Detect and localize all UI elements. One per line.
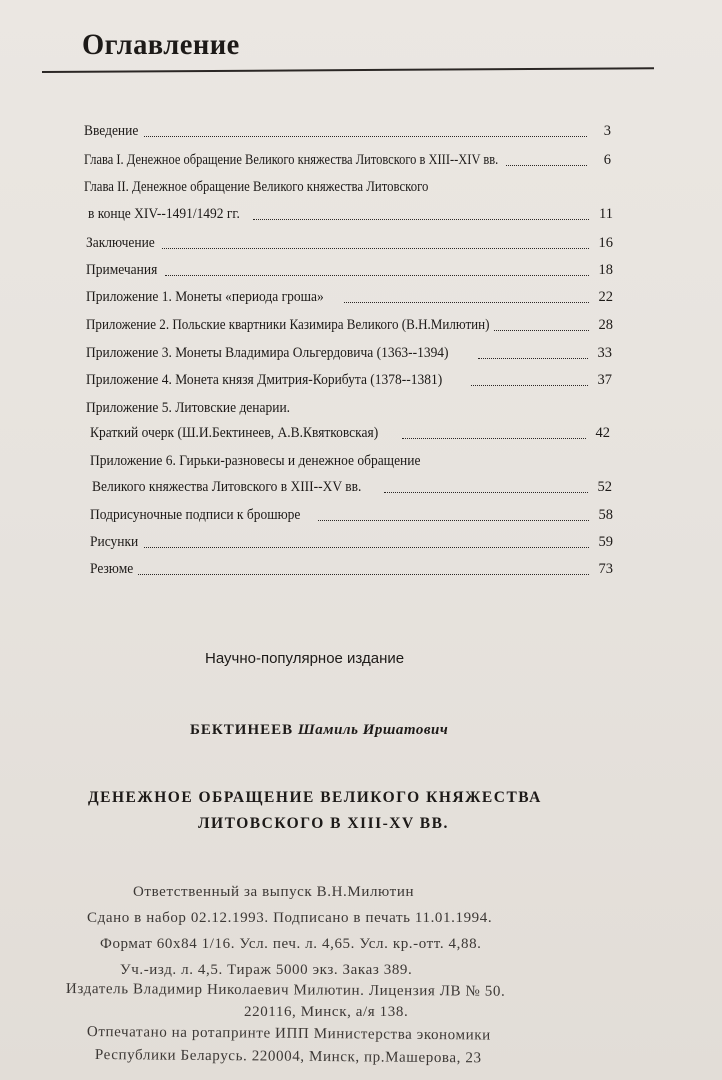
page-title: Оглавление	[82, 28, 240, 61]
colophon-line: Отпечатано на ротапринте ИПП Министерства экономики	[86, 1024, 491, 1044]
colophon-line: Формат 60х84 1/16. Усл. печ. л. 4,65. Усл. кр.-отт. 4,88.	[100, 936, 482, 952]
toc-entry	[90, 502, 613, 524]
toc-entry-text: Подрисуночные подписи к брошюре	[90, 507, 301, 523]
toc-entry	[92, 474, 612, 496]
colophon-line: Издатель Владимир Николаевич Милютин. Лицензия ЛВ № 50.	[65, 981, 506, 1000]
toc-entry-page: 37	[597, 372, 612, 388]
toc-entry-text: Примечания	[86, 262, 158, 278]
edition-type: Научно-популярное издание	[205, 650, 405, 667]
colophon-line: Ответственный за выпуск В.Н.Милютин	[133, 884, 415, 900]
toc-entry-text: Приложение 3. Монеты Владимира Ольгердовича (1363--1394)	[86, 345, 449, 361]
toc-entry-text: Введение	[84, 123, 139, 139]
toc-entry	[84, 174, 514, 196]
toc-entry-text: Приложение 5. Литовские денарии.	[86, 400, 291, 416]
toc-entry-page: 58	[598, 507, 613, 523]
toc-entry-text: Великого княжества Литовского в XIII--XV вв.	[92, 479, 362, 495]
toc-leader-dots	[384, 491, 588, 493]
book-title-line: ДЕНЕЖНОЕ ОБРАЩЕНИЕ ВЕЛИКОГО КНЯЖЕСТВА	[88, 789, 542, 806]
author-given-names: Шамиль Иршатович	[297, 722, 449, 738]
toc-leader-dots	[144, 135, 587, 137]
toc-entry-page: 3	[603, 123, 611, 139]
toc-leader-dots	[494, 329, 589, 331]
toc-leader-dots	[402, 437, 586, 439]
toc-leader-dots	[165, 274, 589, 276]
toc-entry	[88, 201, 613, 223]
author-name	[190, 722, 448, 739]
toc-entry	[86, 230, 613, 252]
toc-leader-dots	[144, 546, 589, 548]
toc-leader-dots	[318, 519, 589, 521]
toc-entry	[84, 118, 611, 140]
toc-entry	[90, 420, 610, 442]
toc-entry-text: Глава I. Денежное обращение Великого княжества Литовского в XIII--XIV вв.	[84, 152, 499, 168]
toc-entry	[86, 367, 612, 389]
toc-leader-dots	[138, 573, 589, 575]
toc-entry	[90, 448, 470, 470]
colophon-line: 220116, Минск, а/я 138.	[244, 1004, 409, 1020]
toc-entry	[86, 257, 613, 279]
toc-entry-text: Приложение 6. Гирьки-разновесы и денежное обращение	[90, 453, 421, 469]
toc-entry	[84, 147, 611, 169]
book-title-line: ЛИТОВСКОГО В XIII-XV ВВ.	[198, 815, 449, 832]
toc-entry	[86, 395, 386, 417]
toc-leader-dots	[162, 247, 589, 249]
toc-leader-dots	[478, 357, 588, 359]
toc-entry-page: 42	[595, 425, 610, 441]
toc-entry-page: 73	[598, 561, 613, 577]
colophon-line: Уч.-изд. л. 4,5. Тираж 5000 экз. Заказ 389.	[120, 962, 413, 978]
toc-leader-dots	[471, 384, 588, 386]
toc-entry-page: 28	[598, 317, 613, 333]
toc-entry-text: Приложение 4. Монета князя Дмитрия-Корибута (1378--1381)	[86, 372, 443, 388]
toc-entry-page: 18	[598, 262, 613, 278]
toc-entry-page: 16	[598, 235, 613, 251]
author-surname: БЕКТИНЕЕВ	[190, 722, 294, 738]
toc-entry-text: Глава II. Денежное обращение Великого княжества Литовского	[84, 179, 429, 195]
toc-entry-text: Краткий очерк (Ш.И.Бектинеев, А.В.Квятковская)	[90, 425, 379, 441]
toc-entry-page: 59	[598, 534, 613, 550]
toc-entry-page: 22	[598, 289, 613, 305]
toc-entry	[86, 340, 612, 362]
toc-entry-page: 52	[597, 479, 612, 495]
toc-leader-dots	[506, 164, 587, 166]
colophon-line: Сдано в набор 02.12.1993. Подписано в печать 11.01.1994.	[87, 910, 493, 926]
toc-entry	[90, 529, 613, 551]
toc-entry-text: Заключение	[86, 235, 155, 251]
toc-leader-dots	[344, 301, 589, 303]
toc-entry-text: Резюме	[90, 561, 134, 577]
toc-entry-text: Приложение 1. Монеты «периода гроша»	[86, 289, 324, 305]
toc-entry-page: 11	[599, 206, 613, 222]
toc-entry-text: в конце XIV--1491/1492 гг.	[88, 206, 240, 222]
toc-leader-dots	[253, 218, 589, 220]
toc-entry-page: 33	[597, 345, 612, 361]
toc-entry	[86, 284, 613, 306]
toc-entry	[86, 312, 613, 334]
toc-entry-text: Рисунки	[90, 534, 139, 550]
toc-entry-page: 6	[603, 152, 611, 168]
toc-entry-text: Приложение 2. Польские квартники Казимира Великого (В.Н.Милютин)	[86, 317, 490, 333]
colophon-line: Республики Беларусь. 220004, Минск, пр.Машерова, 23	[94, 1047, 482, 1067]
toc-entry	[90, 556, 613, 578]
